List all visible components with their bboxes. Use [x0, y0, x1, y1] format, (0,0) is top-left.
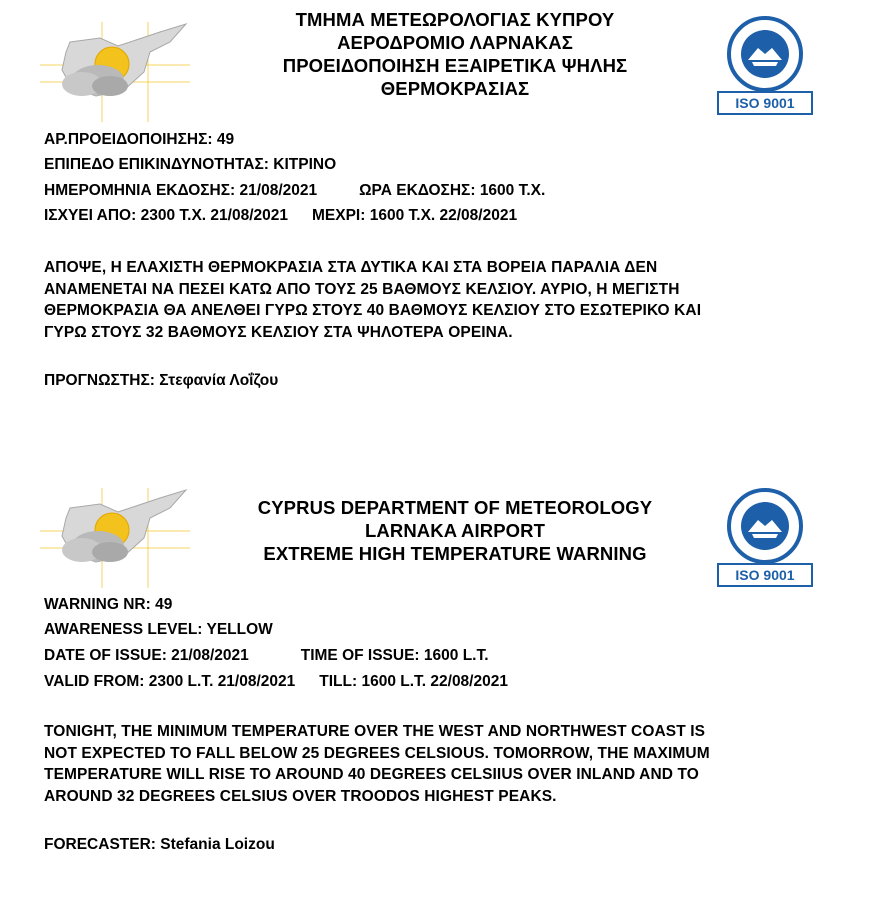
valid-period: VALID FROM: 2300 L.T. 21/08/2021 TILL: 1600 L.T. 22/08/2021 — [44, 673, 508, 690]
warning-text: ΑΠΟΨΕ, Η ΕΛΑΧΙΣΤΗ ΘΕΡΜΟΚΡΑΣΙΑ ΣΤΑ ΔΥΤΙΚΑ ΚΑΙ ΣΤΑ ΒΟΡΕΙΑ ΠΑΡΑΛΙΑ ΔΕΝ ΑΝΑΜΕΝΕΤΑΙ ΝΑ ΠΕΣΕΙ ΚΑΤΩ ΑΠΟ ΤΟΥΣ 25 ΒΑΘΜΟΥΣ ΚΕΛΣΙΟΥ. ΑΥΡΙΟ, Η ΜΕΓΙΣΤΗ ΘΕΡΜΟΚΡΑΣΙΑ ΘΑ ΑΝΕΛΘΕΙ ΓΥΡΩ ΣΤΟΥΣ 40 ΒΑΘΜΟΥΣ ΚΕΛΣΙΟΥ ΣΤΟ ΕΣΩΤΕΡΙΚΟ ΚΑΙ ΓΥΡΩ ΣΤΟΥΣ 32 ΒΑΘΜΟΥΣ ΚΕΛΣΙΟΥ ΣΤΑ ΨΗΛΟΤΕΡΑ ΟΡΕΙΝΑ. — [44, 259, 702, 341]
valid-period: ΙΣΧΥΕΙ ΑΠΟ: 2300 Τ.Χ. 21/08/2021 ΜΕΧΡΙ: 1600 Τ.Χ. 22/08/2021 — [44, 207, 518, 224]
iso-9001-logo — [710, 484, 820, 592]
header-line: ΠΡΟΕΙΔΟΠΟΙΗΣΗ ΕΞΑΙΡΕΤΙΚΑ ΨΗΛΗΣ — [282, 55, 628, 76]
iso-9001-logo — [710, 12, 820, 120]
awareness-level: ΕΠΙΠΕΔΟ ΕΠΙΚΙΝΔΥΝΟΤΗΤΑΣ: ΚΙΤΡΙΝΟ — [44, 156, 337, 173]
header-line: LARNAKA AIRPORT — [365, 520, 545, 541]
met-department-logo — [40, 488, 190, 588]
date-of-issue: DATE OF ISSUE: 21/08/2021 TIME OF ISSUE: 1600 L.T. — [44, 647, 489, 664]
forecaster: FORECASTER: Stefania Loizou — [44, 836, 275, 853]
english-header — [200, 496, 710, 565]
header-line: ΤΜΗΜΑ ΜΕΤΕΩΡΟΛΟΓΙΑΣ ΚΥΠΡΟΥ — [295, 9, 615, 30]
header-line: ΘΕΡΜΟΚΡΑΣΙΑΣ — [380, 78, 530, 99]
greek-header — [200, 8, 710, 100]
header-line: EXTREME HIGH TEMPERATURE WARNING — [263, 543, 647, 564]
warning-text: TONIGHT, THE MINIMUM TEMPERATURE OVER THE WEST AND NORTHWEST COAST IS NOT EXPECTED TO FALL BELOW 25 DEGREES CELSIOUS. TOMORROW, THE MAXIMUM TEMPERATURE WILL RISE TO AROUND 40 DEGREES CELSIIUS OVER INLAND AND TO AROUND 32 DEGREES CELSIUS OVER TROODOS HIGHEST PEAKS. — [44, 723, 710, 805]
warning-number: WARNING NR: 49 — [44, 596, 173, 613]
date-of-issue: ΗΜΕΡΟΜΗΝΙΑ ΕΚΔΟΣΗΣ: 21/08/2021 ΩΡΑ ΕΚΔΟΣΗΣ: 1600 Τ.Χ. — [44, 182, 546, 199]
header-line: ΑΕΡΟΔΡΟΜΙΟ ΛΑΡΝΑΚΑΣ — [337, 32, 573, 53]
header-line: CYPRUS DEPARTMENT OF METEOROLOGY — [257, 497, 653, 518]
iso-badge-text: ISO 9001 — [735, 95, 795, 111]
iso-badge-text: ISO 9001 — [735, 567, 795, 583]
warning-number: ΑΡ.ΠΡΟΕΙΔΟΠΟΙΗΣΗΣ: 49 — [44, 131, 235, 148]
awareness-level: AWARENESS LEVEL: YELLOW — [44, 621, 273, 638]
forecaster: ΠΡΟΓΝΩΣΤΗΣ: Στεφανία Λοΐζου — [44, 372, 279, 389]
met-department-logo — [40, 22, 190, 122]
